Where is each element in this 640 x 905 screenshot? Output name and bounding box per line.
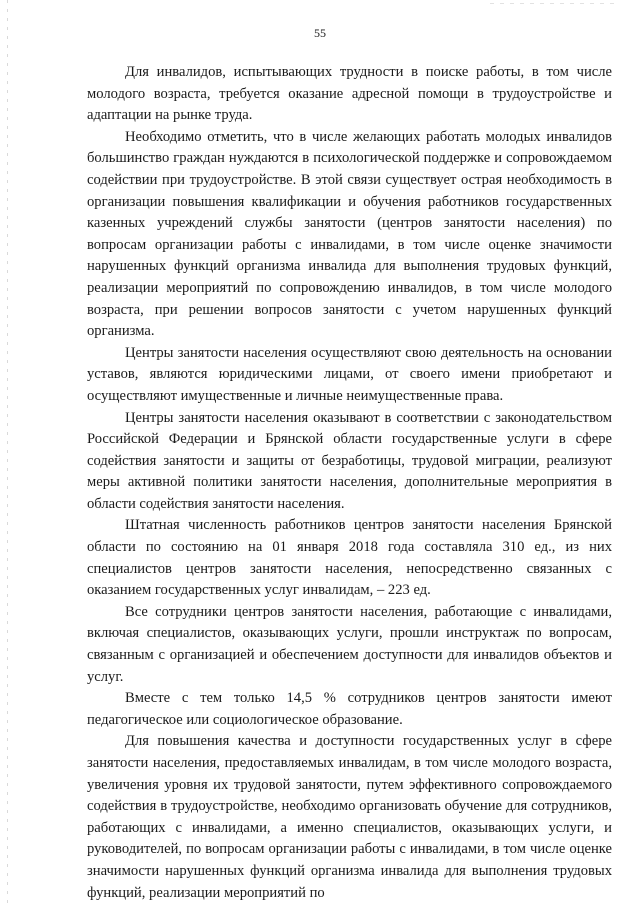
scan-edge-top-artifact — [490, 3, 620, 4]
paragraph: Штатная численность работников центров занятости населения Брянской области по состоянию на 01 января 2018 года составляла 310 ед., из них специалистов центров занятости населения, непосредственно связанных с оказанием государственных услуг инвалидам, – 223 ед. — [87, 517, 612, 599]
scan-edge-artifact — [7, 0, 8, 905]
paragraph: Для инвалидов, испытывающих трудности в поиске работы, в том числе молодого возраста, требуется оказание адресной помощи в трудоустройстве и адаптации на рынке труда. — [87, 64, 612, 124]
paragraph: Необходимо отметить, что в числе желающих работать молодых инвалидов большинство граждан нуждаются в психологической поддержке и сопровождаемом содействии при трудоустройстве. В этой связи существует острая необходимость в организации повышения квалификации и обучения работников государственных казенных учреждений службы занятости (центров занятости населения) по вопросам организации работы с инвалидами, в том числе оценке значимости нарушенных функций организма инвалида для выполнения трудовых функций, реализации мероприятий по сопровождению инвалидов, в том числе молодого возраста, при решении вопросов занятости с учетом нарушенных функций организма. — [87, 128, 612, 340]
paragraph: Для повышения качества и доступности государственных услуг в сфере занятости населения, предоставляемых инвалидам, в том числе молодого возраста, увеличения уровня их трудовой занятости, путем эффективного сопровождаемого содействия в трудоустройстве, необходимо организовать обучение для сотрудников, работающих с инвалидами, а именно специалистов, оказывающих услуги, и руководителей, по вопросам организации работы с инвалидами, в том числе оценке значимости нарушенных функций организма инвалида для выполнения трудовых функций, реализации мероприятий по — [87, 733, 612, 901]
paragraph: Центры занятости населения осуществляют свою деятельность на основании уставов, являются юридическими лицами, от своего имени приобретают и осуществляют имущественные и личные неимущественные права. — [87, 344, 612, 404]
paragraph: Центры занятости населения оказывают в соответствии с законодательством Российской Федерации и Брянской области государственные услуги в сфере содействия занятости и защиты от безработицы, трудовой миграции, реализуют меры активной политики занятости населения, дополнительные мероприятия в области содействия занятости населения. — [87, 409, 612, 512]
paragraph: Все сотрудники центров занятости населения, работающие с инвалидами, включая специалистов, оказывающих услуги, прошли инструктаж по вопросам, связанным с организацией и обеспечением доступности для инвалидов объектов и услуг. — [87, 603, 612, 685]
paragraph: Вместе с тем только 14,5 % сотрудников центров занятости имеют педагогическое или социологическое образование. — [87, 690, 612, 728]
page-number: 55 — [314, 26, 326, 40]
document-body — [87, 62, 612, 904]
